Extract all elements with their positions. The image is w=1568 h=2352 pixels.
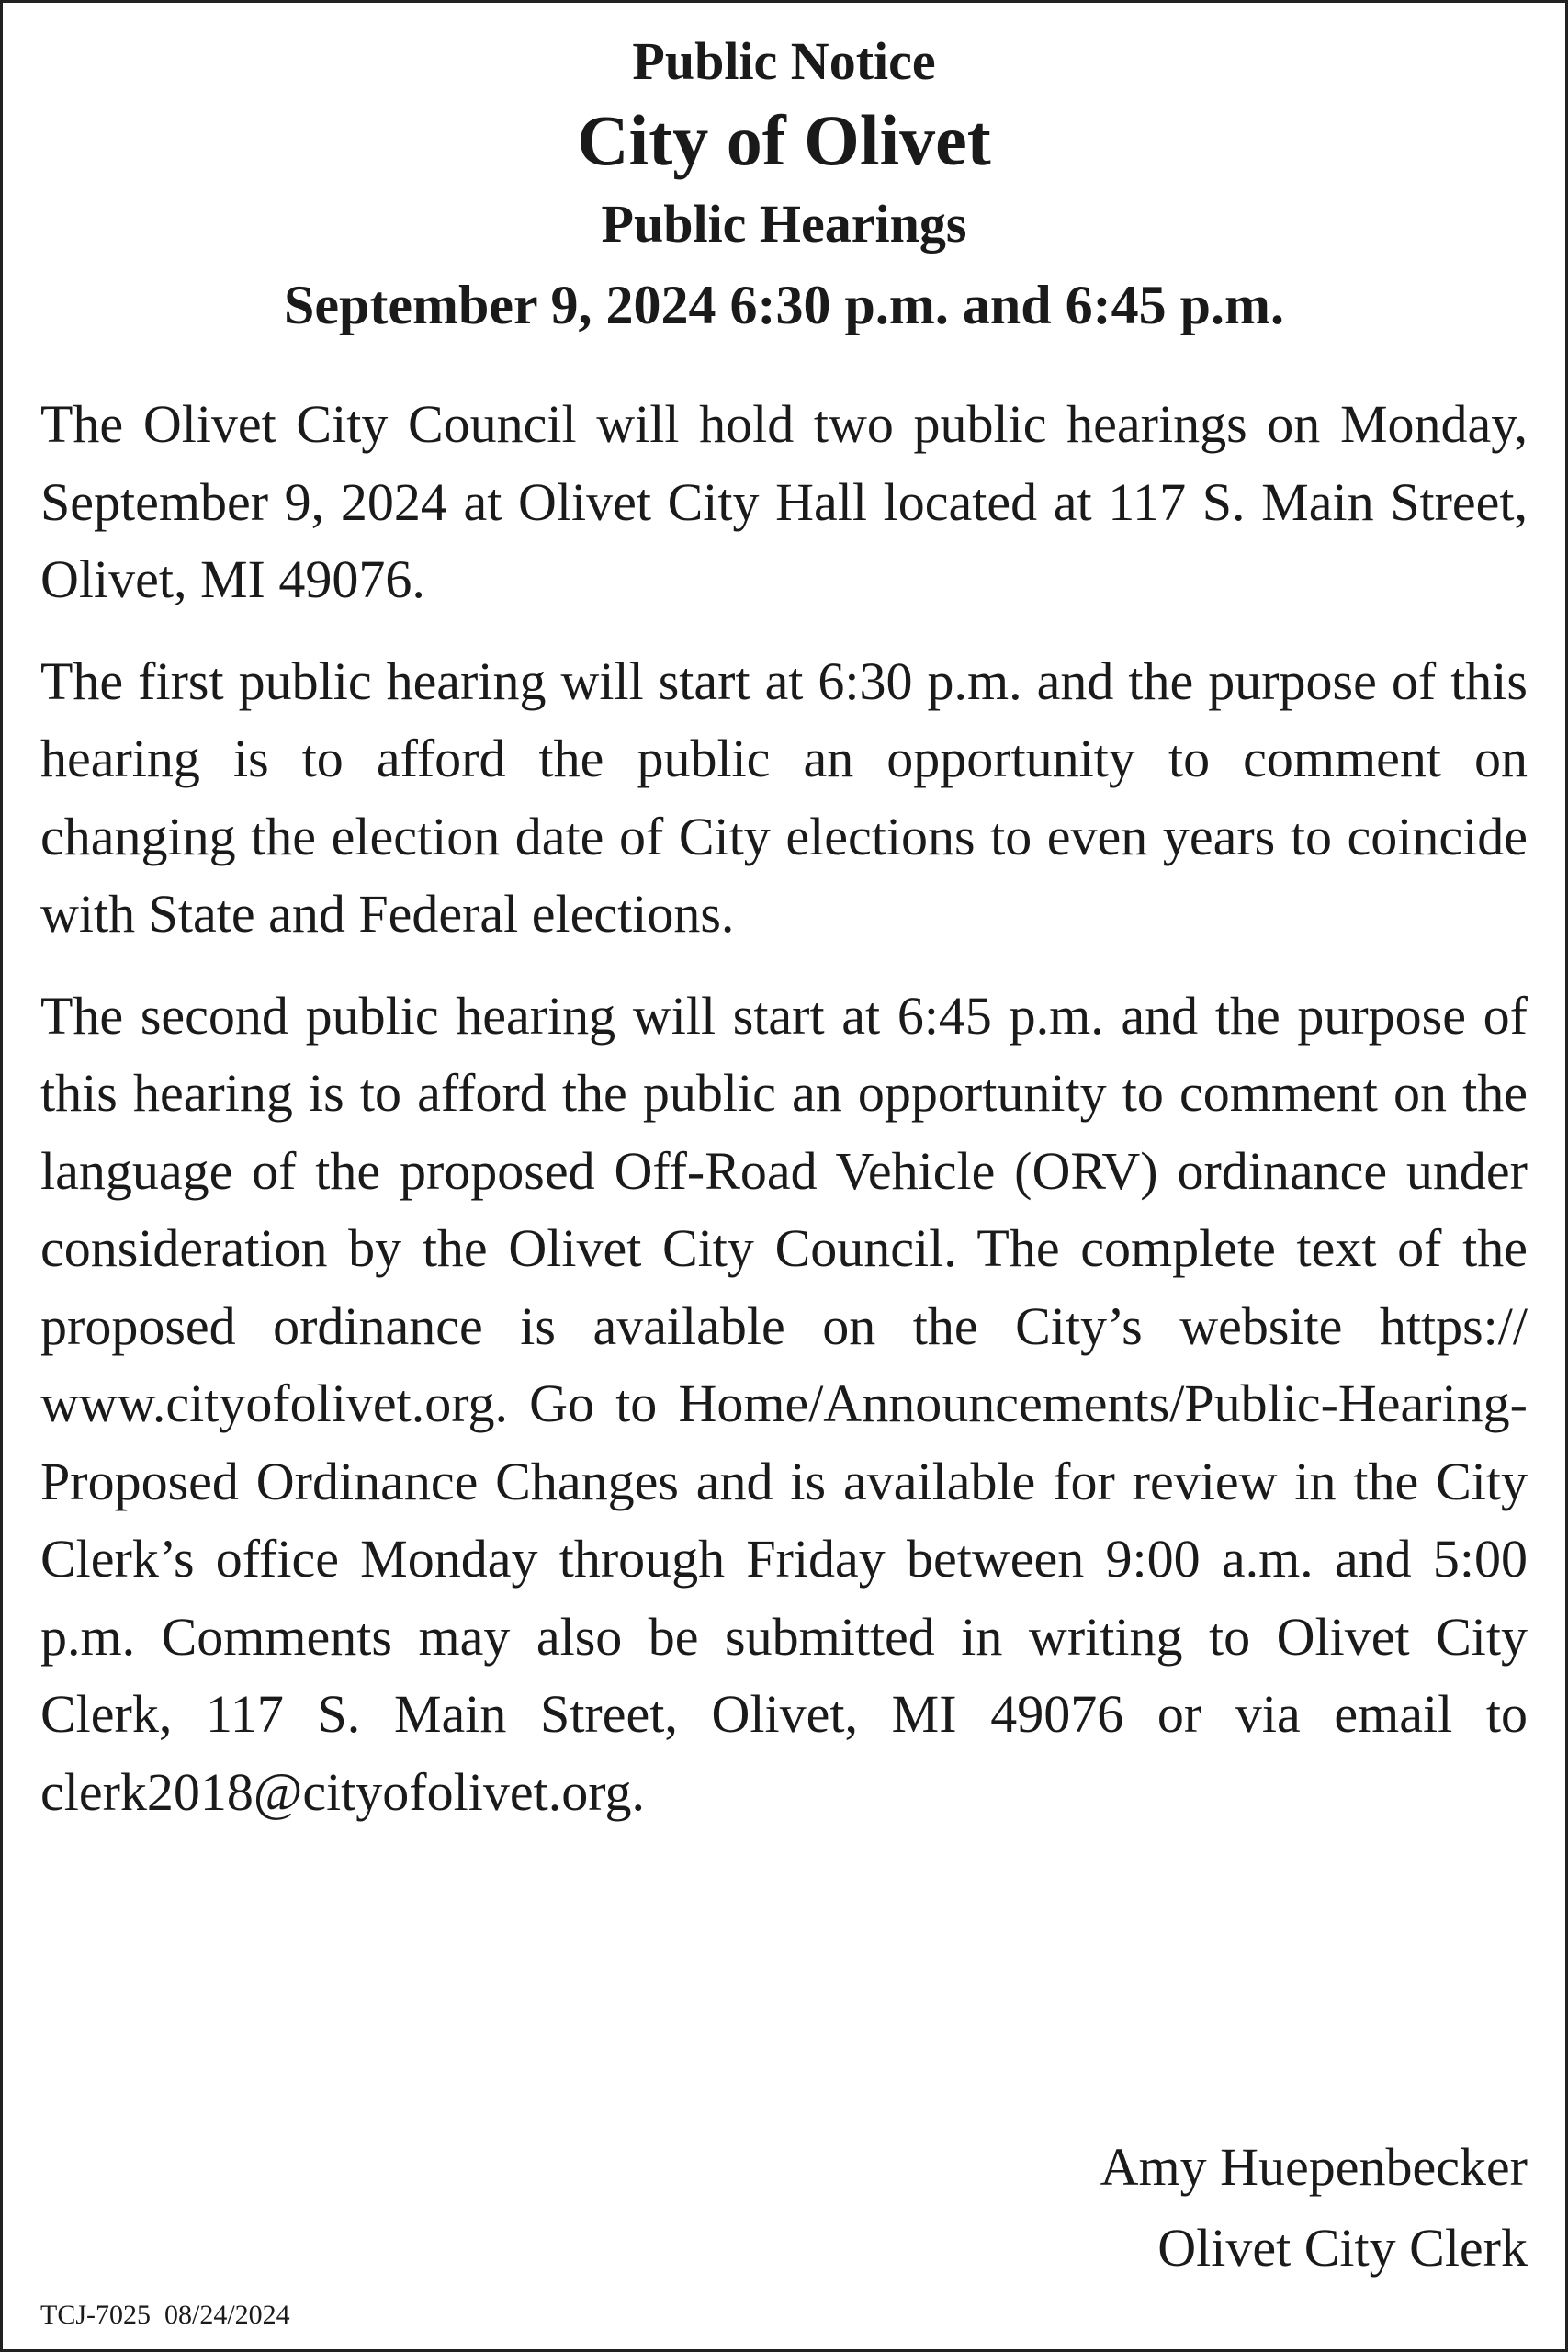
hearing-date-heading: September 9, 2024 6:30 p.m. and 6:45 p.m. <box>284 275 1284 335</box>
notice-body <box>40 386 1528 1855</box>
publication-code: TCJ-7025 08/24/2024 <box>40 2300 290 2330</box>
paragraph-intro: The Olivet City Council will hold two public hearings on Monday, September 9, 2024 at Olivet City Hall located at 117 S. Main Street, Olivet, MI 49076. <box>40 394 1528 609</box>
paragraph-second-hearing: The second public hearing will start at 6:45 p.m. and the purpose of this hearing is to afford the public an opportunity to comment on the language of the proposed Off-Road Vehicle (ORV) ordinance under consideration by the Olivet City Council. The complete text of the proposed ordinance is available on the City’s website https://​www.cityofolivet.org. Go to Home/Announcements/​Public-Hearing-Proposed Ordinance Changes and is available for review in the City Clerk’s office Monday through Friday between 9:00 a.m. and 5:00 p.m. Comments may also be submitted in writing to Olivet City Clerk, 117 S. Main Street, Olivet, MI 49076 or via email to clerk2018@cityofolivet.org. <box>40 985 1528 1822</box>
notice-label: Public Notice <box>632 31 936 91</box>
signer-title: Olivet City Clerk <box>1157 2218 1528 2278</box>
signer-name: Amy Huepenbecker <box>1100 2137 1528 2197</box>
paragraph-first-hearing: The first public hearing will start at 6:30 p.m. and the purpose of this hearing is to afford the public an opportunity to comment on changing the election date of City elections to even years to coincide with State and Federal elections. <box>40 650 1528 944</box>
signature-block <box>1100 2127 1528 2289</box>
notice-header <box>0 26 1568 345</box>
hearings-subheading: Public Hearings <box>601 194 967 254</box>
city-name-heading: City of Olivet <box>577 100 991 180</box>
